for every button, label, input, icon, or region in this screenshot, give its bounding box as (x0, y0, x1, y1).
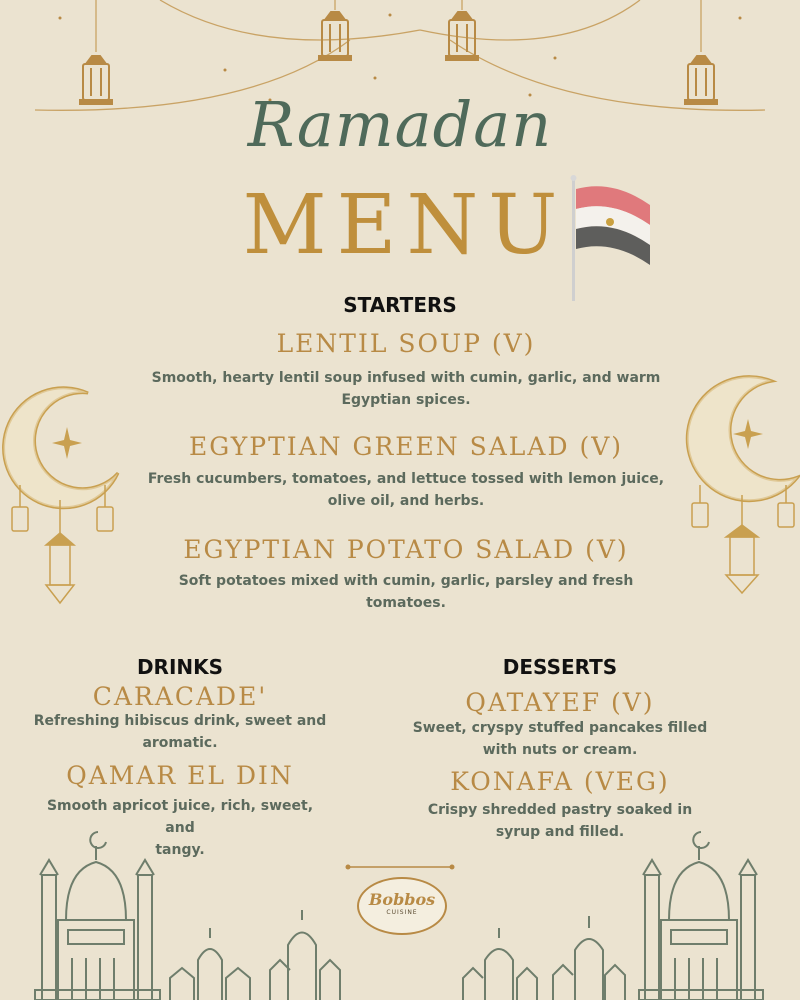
description-line: Smooth, hearty lentil soup infused with cumin, garlic, and warm (151, 370, 661, 386)
crescent-moon-icon (0, 385, 130, 615)
logo-subtitle: CUISINE (386, 909, 418, 916)
dish-name: QATAYEF (V) (465, 688, 655, 717)
description-line: Smooth apricot juice, rich, sweet, and (46, 798, 314, 836)
starters-heading: STARTERS (343, 293, 457, 317)
divider (344, 862, 456, 872)
description-line: aromatic. (142, 735, 218, 751)
mosque-icon (455, 820, 800, 1000)
description-line: Egyptian spices. (341, 392, 471, 408)
dish-name: LENTIL SOUP (V) (276, 329, 536, 358)
script-title: Ramadan (247, 88, 553, 161)
restaurant-logo (357, 877, 447, 935)
description-line: Fresh cucumbers, tomatoes, and lettuce tossed with lemon juice, (147, 471, 665, 487)
egypt-flag-icon (568, 175, 658, 303)
lantern-icon (319, 12, 351, 60)
description-line: olive oil, and herbs. (327, 493, 485, 509)
description-line: Sweet, cryspy stuffed pancakes filled (412, 720, 708, 736)
dish-name: KONAFA (VEG) (450, 767, 670, 796)
dish-description (410, 717, 710, 761)
description-line: Crispy shredded pastry soaked in (427, 802, 693, 818)
description-line: syrup and filled. (495, 824, 625, 840)
description-line: Refreshing hibiscus drink, sweet and (33, 713, 327, 729)
description-line: tangy. (155, 842, 205, 858)
dish-name: CARACADE' (92, 682, 268, 711)
dish-name: EGYPTIAN GREEN SALAD (V) (188, 432, 624, 461)
description-line: tomatoes. (366, 595, 446, 611)
dish-name: EGYPTIAN POTATO SALAD (V) (183, 535, 629, 564)
crescent-moon-icon (682, 375, 800, 605)
description-line: Soft potatoes mixed with cumin, garlic, parsley and fresh (178, 573, 634, 589)
dish-description (30, 710, 330, 754)
description-line: with nuts or cream. (482, 742, 638, 758)
menu-title: MENU (242, 178, 568, 273)
dish-name: QAMAR EL DIN (66, 761, 294, 790)
mosque-icon (30, 820, 350, 1000)
desserts-heading: DESSERTS (502, 655, 618, 679)
logo-name: Bobbos (368, 890, 436, 909)
drinks-heading: DRINKS (136, 655, 224, 679)
